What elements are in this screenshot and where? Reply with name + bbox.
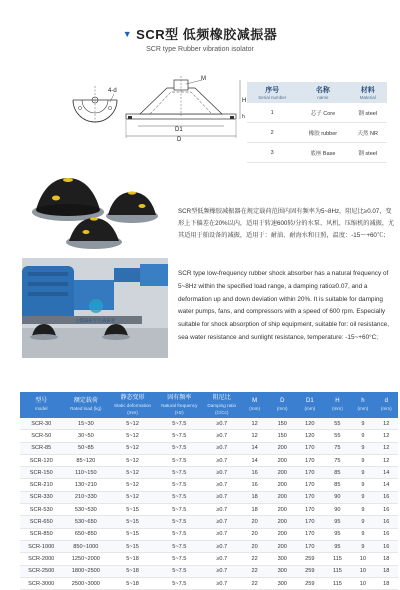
- cell-d-small: 18: [375, 565, 398, 577]
- cell-natural-frequency: 5~7.5: [156, 418, 203, 430]
- cell-h: 95: [324, 516, 352, 528]
- cell-d-small: 16: [375, 491, 398, 503]
- cell-d-small: 16: [375, 516, 398, 528]
- cell-d1: 170: [296, 540, 324, 552]
- cell-d: 300: [268, 565, 296, 577]
- table-row: [20, 442, 398, 454]
- table-row: [20, 491, 398, 503]
- table-row: [20, 540, 398, 552]
- cell-d: 200: [268, 528, 296, 540]
- cell-model: SCR-2500: [20, 565, 62, 577]
- cell-name: 底座 Base: [297, 143, 348, 163]
- cell-damping-ratio: ≥0.7: [203, 479, 241, 491]
- cell-m: 18: [241, 504, 269, 516]
- cell-model: SCR-650: [20, 516, 62, 528]
- cell-d: 200: [268, 504, 296, 516]
- table-row: [247, 143, 387, 163]
- rubber-mount-small: [66, 217, 122, 249]
- mount-core: [90, 217, 98, 220]
- cell-natural-frequency: 5~7.5: [156, 467, 203, 479]
- cell-d-small: 16: [375, 528, 398, 540]
- cell-d: 200: [268, 479, 296, 491]
- cell-h: 95: [324, 528, 352, 540]
- d-label: D: [177, 137, 182, 143]
- cell-natural-frequency: 5~7.5: [156, 553, 203, 565]
- cell-natural-frequency: 5~7.5: [156, 430, 203, 442]
- cell-rated-load: 530~530: [62, 504, 109, 516]
- header-d: D (mm): [268, 392, 296, 418]
- cell-damping-ratio: ≥0.7: [203, 516, 241, 528]
- table-row: [20, 516, 398, 528]
- cell-d-small: 12: [375, 430, 398, 442]
- cell-d1: 170: [296, 516, 324, 528]
- header-rated-load: 额定载荷 Rated load (kg): [62, 392, 109, 418]
- mount-rubber: [69, 218, 119, 241]
- leader-line: [186, 80, 202, 84]
- mount-label: [83, 230, 90, 234]
- table-row: [20, 553, 398, 565]
- table-row: [20, 454, 398, 466]
- cell-m: 20: [241, 528, 269, 540]
- cell-d: 300: [268, 577, 296, 589]
- cell-static-deformation: 5~12: [109, 491, 156, 503]
- bolt-hole-section: [230, 116, 234, 119]
- spec-table-body: [20, 418, 398, 590]
- cell-d1: 259: [296, 553, 324, 565]
- cell-m: 12: [241, 418, 269, 430]
- cell-h-small: 9: [351, 442, 374, 454]
- page-header: [0, 24, 400, 53]
- pump-flange: [140, 264, 168, 286]
- cell-d-small: 16: [375, 540, 398, 552]
- cell-rated-load: 1250~2000: [62, 553, 109, 565]
- materials-header-material: 材料 Material: [348, 82, 387, 103]
- cell-m: 16: [241, 479, 269, 491]
- cell-d: 200: [268, 516, 296, 528]
- cell-d1: 170: [296, 491, 324, 503]
- cell-d1: 170: [296, 504, 324, 516]
- materials-header-no: 序号 Serial number: [247, 82, 297, 103]
- cell-d: 200: [268, 454, 296, 466]
- cell-rated-load: 1800~2500: [62, 565, 109, 577]
- cell-h: 75: [324, 442, 352, 454]
- cell-h-small: 10: [351, 565, 374, 577]
- cell-m: 20: [241, 516, 269, 528]
- cell-model: SCR-210: [20, 479, 62, 491]
- table-row: [20, 504, 398, 516]
- header-h-small: h (mm): [351, 392, 374, 418]
- cell-h-small: 9: [351, 467, 374, 479]
- cell-h-small: 9: [351, 504, 374, 516]
- cell-static-deformation: 5~15: [109, 540, 156, 552]
- cell-model: SCR-1000: [20, 540, 62, 552]
- cell-d-small: 14: [375, 467, 398, 479]
- h-small-label: h: [242, 114, 245, 120]
- cell-material: 钢 steel: [348, 103, 387, 123]
- cell-rated-load: 30~50: [62, 430, 109, 442]
- cell-m: 22: [241, 553, 269, 565]
- cell-damping-ratio: ≥0.7: [203, 565, 241, 577]
- cell-h: 115: [324, 553, 352, 565]
- cell-d1: 259: [296, 577, 324, 589]
- cell-rated-load: 110~150: [62, 467, 109, 479]
- cell-h: 90: [324, 491, 352, 503]
- cell-m: 14: [241, 454, 269, 466]
- cell-d-small: 18: [375, 577, 398, 589]
- cell-d1: 170: [296, 528, 324, 540]
- cell-d1: 120: [296, 418, 324, 430]
- cell-h: 55: [324, 430, 352, 442]
- cell-d1: 170: [296, 467, 324, 479]
- cell-d-small: 12: [375, 454, 398, 466]
- m-label: M: [201, 76, 206, 82]
- cell-damping-ratio: ≥0.7: [203, 553, 241, 565]
- page-title-text: SCR型 低频橡胶减振器: [136, 27, 278, 42]
- rubber-mount-medium: [106, 191, 158, 223]
- cell-rated-load: 85~120: [62, 454, 109, 466]
- cell-h: 85: [324, 479, 352, 491]
- h-label: H: [242, 98, 247, 104]
- cell-natural-frequency: 5~7.5: [156, 442, 203, 454]
- page-title: [0, 24, 400, 43]
- motor-rib: [28, 272, 68, 276]
- cell-no: 3: [247, 143, 297, 163]
- cell-damping-ratio: ≥0.7: [203, 454, 241, 466]
- cell-d-small: 14: [375, 479, 398, 491]
- cell-damping-ratio: ≥0.7: [203, 540, 241, 552]
- cell-h: 90: [324, 504, 352, 516]
- pump-illustration: [22, 258, 168, 358]
- header-m: M (mm): [241, 392, 269, 418]
- cell-model: SCR-50: [20, 430, 62, 442]
- motor-rib: [28, 292, 68, 296]
- cell-damping-ratio: ≥0.7: [203, 577, 241, 589]
- materials-header-name: 名称 name: [297, 82, 348, 103]
- cell-rated-load: 2500~3000: [62, 577, 109, 589]
- cell-d: 200: [268, 467, 296, 479]
- cell-h-small: 9: [351, 540, 374, 552]
- cell-natural-frequency: 5~7.5: [156, 504, 203, 516]
- cell-m: 22: [241, 577, 269, 589]
- cell-static-deformation: 5~12: [109, 467, 156, 479]
- cell-model: SCR-150: [20, 467, 62, 479]
- mount-base: [30, 334, 58, 340]
- rubber-mount-large: [32, 178, 104, 221]
- cell-natural-frequency: 5~7.5: [156, 528, 203, 540]
- header-h: H (mm): [324, 392, 352, 418]
- cell-damping-ratio: ≥0.7: [203, 528, 241, 540]
- cell-damping-ratio: ≥0.7: [203, 418, 241, 430]
- page-subtitle: SCR type Rubber vibration isolator: [146, 46, 254, 53]
- mount-core: [128, 191, 136, 194]
- cell-model: SCR-3000: [20, 577, 62, 589]
- motor-rib: [28, 282, 68, 286]
- header-model: 型号 model: [20, 392, 62, 418]
- triangle-arrow-icon: ▼: [122, 29, 133, 39]
- cell-natural-frequency: 5~7.5: [156, 565, 203, 577]
- cell-natural-frequency: 5~7.5: [156, 454, 203, 466]
- cell-static-deformation: 5~12: [109, 454, 156, 466]
- cell-natural-frequency: 5~7.5: [156, 516, 203, 528]
- cell-d: 150: [268, 430, 296, 442]
- d1-label: D1: [175, 127, 183, 133]
- cell-name: 橡胶 rubber: [297, 123, 348, 143]
- cell-h: 95: [324, 540, 352, 552]
- table-row: [20, 565, 398, 577]
- cell-m: 12: [241, 430, 269, 442]
- mount-label: [52, 196, 60, 201]
- pump-pipe: [114, 268, 140, 282]
- logo-icon: [89, 299, 103, 313]
- cell-rated-load: 50~85: [62, 442, 109, 454]
- cell-static-deformation: 5~18: [109, 577, 156, 589]
- table-row: [20, 467, 398, 479]
- table-row: [247, 123, 387, 143]
- cell-d-small: 12: [375, 418, 398, 430]
- cell-static-deformation: 5~18: [109, 565, 156, 577]
- table-row: [20, 418, 398, 430]
- cell-d: 150: [268, 418, 296, 430]
- cell-h: 75: [324, 454, 352, 466]
- cell-h-small: 10: [351, 577, 374, 589]
- header-d1: D1 (mm): [296, 392, 324, 418]
- cell-h: 85: [324, 467, 352, 479]
- cell-h: 115: [324, 577, 352, 589]
- cell-natural-frequency: 5~7.5: [156, 577, 203, 589]
- cell-model: SCR-120: [20, 454, 62, 466]
- cell-model: SCR-2000: [20, 553, 62, 565]
- plan-view: [73, 86, 117, 124]
- table-row: [20, 528, 398, 540]
- cell-no: 1: [247, 103, 297, 123]
- cell-m: 20: [241, 540, 269, 552]
- header-natural-frequency: 固有频率 Natural frequency (Hz): [156, 392, 203, 418]
- mount-rubber-rim: [36, 204, 100, 216]
- spec-header-row: [20, 392, 398, 418]
- cell-damping-ratio: ≥0.7: [203, 491, 241, 503]
- cell-model: SCR-85: [20, 442, 62, 454]
- cell-d: 200: [268, 442, 296, 454]
- application-photo: [22, 258, 168, 358]
- cell-d: 200: [268, 491, 296, 503]
- description-english: SCR type low-frequency rubber shock absorber has a natural frequency of 5~8Hz within the specified load range, a damping ratio≥0.07, and a deformation up and down deviation within 20%. It is suitable for damping water pumps, fans, and compressors with a speed of 600 rpm. Especially suitable for shock absorption of ship equipment, suitable for: oil resistance, sea water resistance and sunlight resistance, temperature: -15~+60°C;: [178, 270, 390, 341]
- bolt-hole-section: [128, 116, 132, 119]
- cell-d: 300: [268, 553, 296, 565]
- cell-static-deformation: 5~12: [109, 418, 156, 430]
- cell-model: SCR-30: [20, 418, 62, 430]
- cell-rated-load: 15~30: [62, 418, 109, 430]
- cell-rated-load: 850~1000: [62, 540, 109, 552]
- cell-damping-ratio: ≥0.7: [203, 504, 241, 516]
- cell-h-small: 9: [351, 430, 374, 442]
- cell-h-small: 9: [351, 454, 374, 466]
- header-damping-ratio: 阻尼比 Damping ratio (C/Cc): [203, 392, 241, 418]
- cell-h-small: 9: [351, 418, 374, 430]
- header-static-deformation: 静态变形 Static deformation (mm): [109, 392, 156, 418]
- holes-label: 4-d: [108, 88, 117, 94]
- cell-static-deformation: 5~12: [109, 442, 156, 454]
- mount-core: [63, 178, 73, 182]
- cell-damping-ratio: ≥0.7: [203, 430, 241, 442]
- cell-static-deformation: 5~12: [109, 430, 156, 442]
- table-row: [20, 577, 398, 589]
- cell-static-deformation: 5~15: [109, 504, 156, 516]
- specification-table: [20, 392, 398, 590]
- cell-model: SCR-530: [20, 504, 62, 516]
- cell-natural-frequency: 5~7.5: [156, 491, 203, 503]
- cell-model: SCR-850: [20, 528, 62, 540]
- header-d-small: d (mm): [375, 392, 398, 418]
- table-row: [20, 430, 398, 442]
- table-row: [20, 479, 398, 491]
- cell-rated-load: 650~850: [62, 528, 109, 540]
- table-row: [247, 103, 387, 123]
- photo-caption: 立健减振专注减振业: [74, 318, 116, 323]
- cell-material: 钢 steel: [348, 143, 387, 163]
- cell-d1: 259: [296, 565, 324, 577]
- cell-m: 14: [241, 442, 269, 454]
- cell-d1: 120: [296, 430, 324, 442]
- mount-base: [102, 334, 130, 340]
- cell-material: 天然 NR: [348, 123, 387, 143]
- cell-d-small: 18: [375, 553, 398, 565]
- materials-header-row: [247, 82, 387, 103]
- cell-damping-ratio: ≥0.7: [203, 467, 241, 479]
- cell-static-deformation: 5~12: [109, 479, 156, 491]
- cell-h-small: 9: [351, 479, 374, 491]
- cell-rated-load: 530~650: [62, 516, 109, 528]
- cell-m: 18: [241, 491, 269, 503]
- cell-d: 200: [268, 540, 296, 552]
- cell-d-small: 16: [375, 504, 398, 516]
- cell-damping-ratio: ≥0.7: [203, 442, 241, 454]
- cell-static-deformation: 5~18: [109, 553, 156, 565]
- product-photo: [20, 160, 165, 255]
- cell-static-deformation: 5~15: [109, 528, 156, 540]
- cell-h: 115: [324, 565, 352, 577]
- cell-d1: 170: [296, 454, 324, 466]
- cell-rated-load: 210~330: [62, 491, 109, 503]
- section-view: [126, 76, 246, 143]
- cell-h-small: 9: [351, 528, 374, 540]
- cell-m: 16: [241, 467, 269, 479]
- cell-h-small: 9: [351, 491, 374, 503]
- cell-d1: 170: [296, 442, 324, 454]
- cell-m: 22: [241, 565, 269, 577]
- technical-drawing: [70, 72, 248, 150]
- cell-d1: 170: [296, 479, 324, 491]
- cell-no: 2: [247, 123, 297, 143]
- mount-label: [139, 204, 146, 208]
- description-chinese: SCR型低频橡胶减振器在规定载荷范围内固有频率为5~8Hz，阻尼比≥0.07，变形上下偏差在20%以内，适用于转速600转/分的水泵、风机、压缩机的减振，尤其适用于舶设备的减振，适用于：耐油、耐海水和日照，温度：-15～+60℃；: [178, 208, 395, 239]
- cell-h-small: 9: [351, 516, 374, 528]
- cell-d-small: 12: [375, 442, 398, 454]
- cell-rated-load: 130~210: [62, 479, 109, 491]
- cell-h: 55: [324, 418, 352, 430]
- cell-natural-frequency: 5~7.5: [156, 479, 203, 491]
- mount-rubber: [108, 192, 156, 215]
- materials-table: [247, 82, 387, 163]
- cell-natural-frequency: 5~7.5: [156, 540, 203, 552]
- cell-model: SCR-330: [20, 491, 62, 503]
- cell-static-deformation: 5~15: [109, 516, 156, 528]
- cell-h-small: 10: [351, 553, 374, 565]
- cell-name: 芯子 Core: [297, 103, 348, 123]
